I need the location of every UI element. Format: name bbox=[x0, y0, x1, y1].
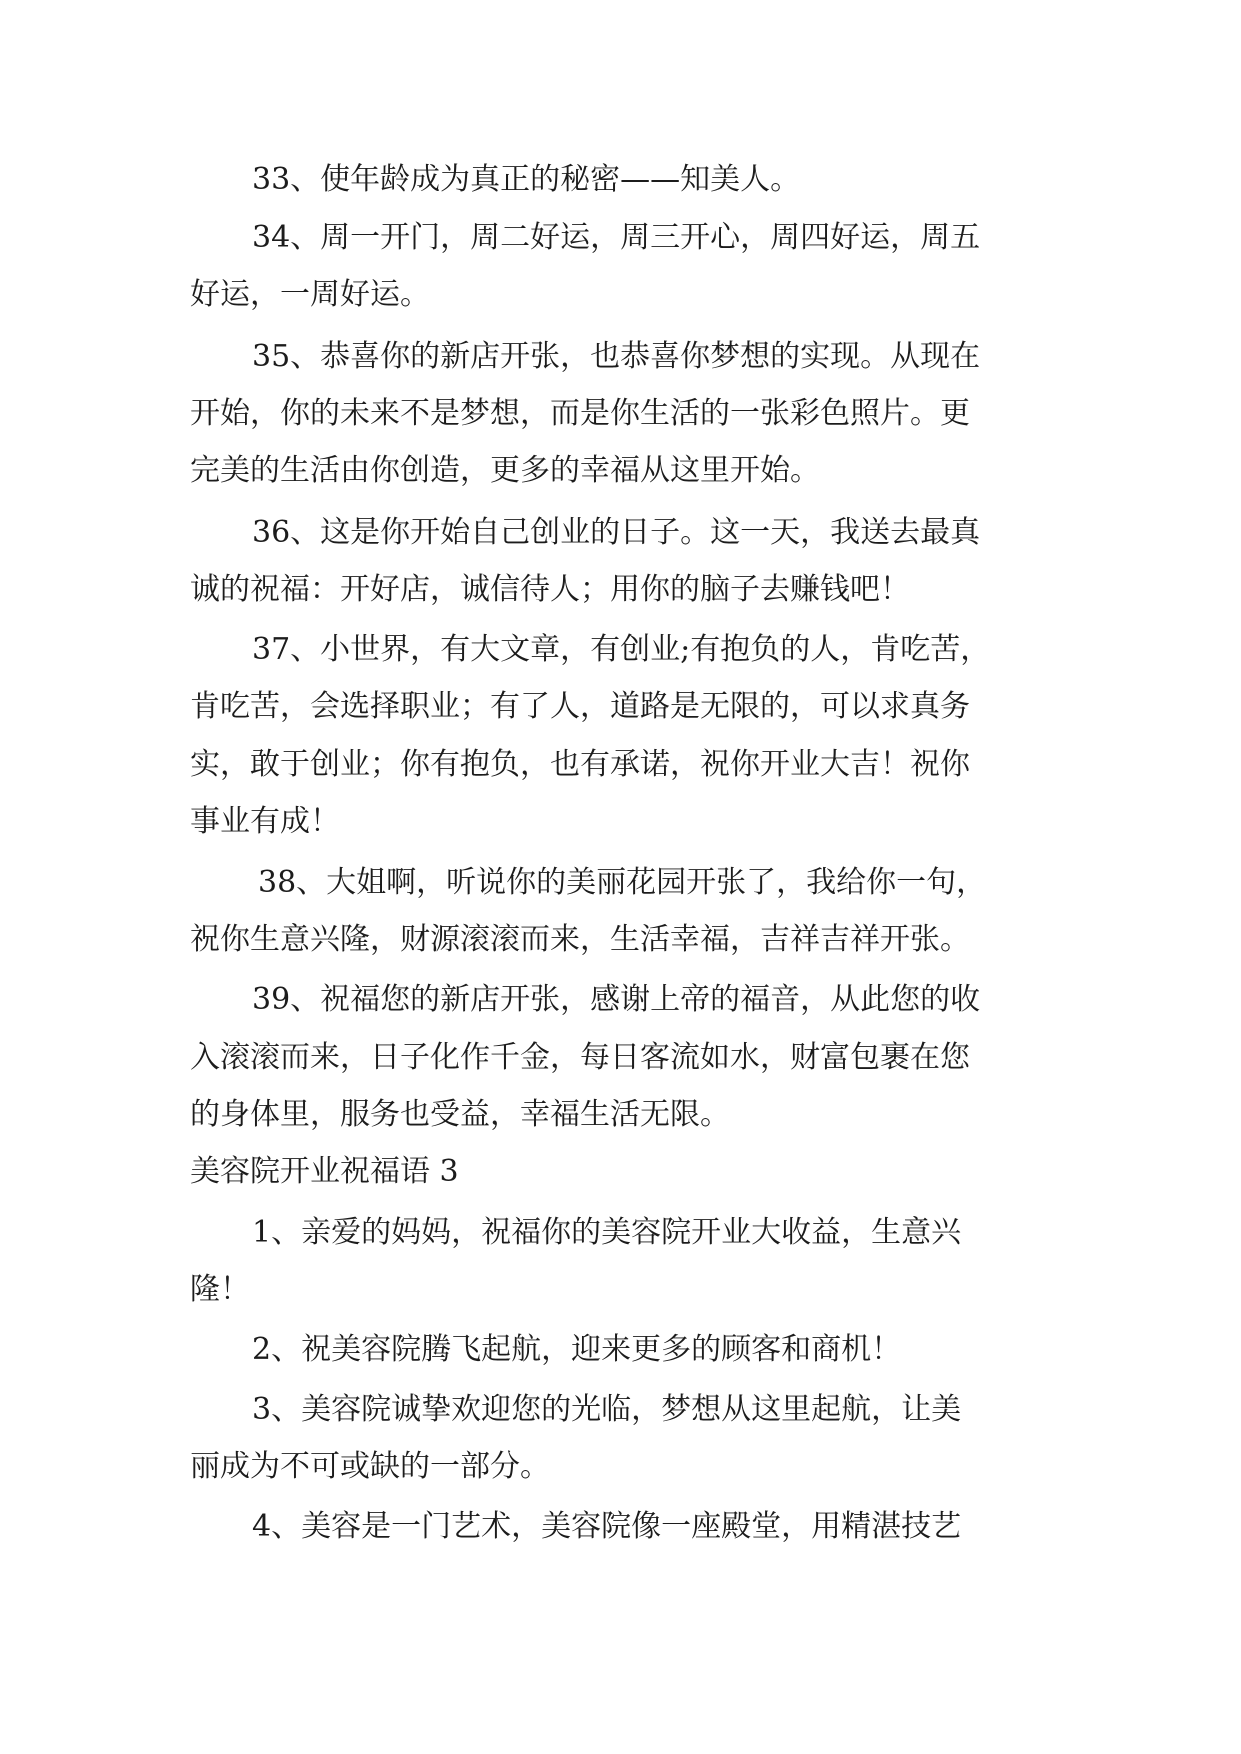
paragraph-37-line-1: 37、小世界，有大文章，有创业;有抱负的人，肯吃苦， bbox=[252, 632, 991, 667]
paragraph-39-line-3: 的身体里，服务也受益，幸福生活无限。 bbox=[190, 1097, 730, 1132]
paragraph-38-line-1: 38、大姐啊，听说你的美丽花园开张了，我给你一句， bbox=[258, 865, 987, 900]
paragraph-1-line-1: 1、亲爱的妈妈，祝福你的美容院开业大收益，生意兴 bbox=[252, 1215, 962, 1250]
paragraph-38-line-2: 祝你生意兴隆，财源滚滚而来，生活幸福，吉祥吉祥开张。 bbox=[190, 922, 970, 957]
section-heading: 美容院开业祝福语 3 bbox=[190, 1154, 459, 1189]
paragraph-3-line-2: 丽成为不可或缺的一部分。 bbox=[190, 1449, 550, 1484]
paragraph-33-line-1: 33、使年龄成为真正的秘密——知美人。 bbox=[252, 162, 801, 197]
paragraph-39-line-1: 39、祝福您的新店开张，感谢上帝的福音，从此您的收 bbox=[252, 982, 981, 1017]
paragraph-35-line-2: 开始，你的未来不是梦想，而是你生活的一张彩色照片。更 bbox=[190, 396, 970, 431]
paragraph-37-line-4: 事业有成！ bbox=[190, 804, 340, 839]
paragraph-4-line-1: 4、美容是一门艺术，美容院像一座殿堂，用精湛技艺 bbox=[252, 1509, 962, 1544]
paragraph-36-line-2: 诚的祝福：开好店，诚信待人；用你的脑子去赚钱吧！ bbox=[190, 572, 910, 607]
paragraph-37-line-3: 实，敢于创业；你有抱负，也有承诺，祝你开业大吉！祝你 bbox=[190, 747, 970, 782]
paragraph-1-line-2: 隆！ bbox=[190, 1272, 250, 1307]
paragraph-39-line-2: 入滚滚而来，日子化作千金，每日客流如水，财富包裹在您 bbox=[190, 1040, 970, 1075]
paragraph-35-line-1: 35、恭喜你的新店开张，也恭喜你梦想的实现。从现在 bbox=[252, 339, 981, 374]
paragraph-36-line-1: 36、这是你开始自己创业的日子。这一天，我送去最真 bbox=[252, 515, 981, 550]
paragraph-34-line-2: 好运，一周好运。 bbox=[190, 277, 430, 312]
paragraph-35-line-3: 完美的生活由你创造，更多的幸福从这里开始。 bbox=[190, 453, 820, 488]
paragraph-3-line-1: 3、美容院诚挚欢迎您的光临，梦想从这里起航，让美 bbox=[252, 1392, 962, 1427]
paragraph-2-line-1: 2、祝美容院腾飞起航，迎来更多的顾客和商机！ bbox=[252, 1332, 902, 1367]
paragraph-34-line-1: 34、周一开门，周二好运，周三开心，周四好运，周五 bbox=[252, 220, 981, 255]
paragraph-37-line-2: 肯吃苦，会选择职业；有了人，道路是无限的，可以求真务 bbox=[190, 689, 970, 724]
